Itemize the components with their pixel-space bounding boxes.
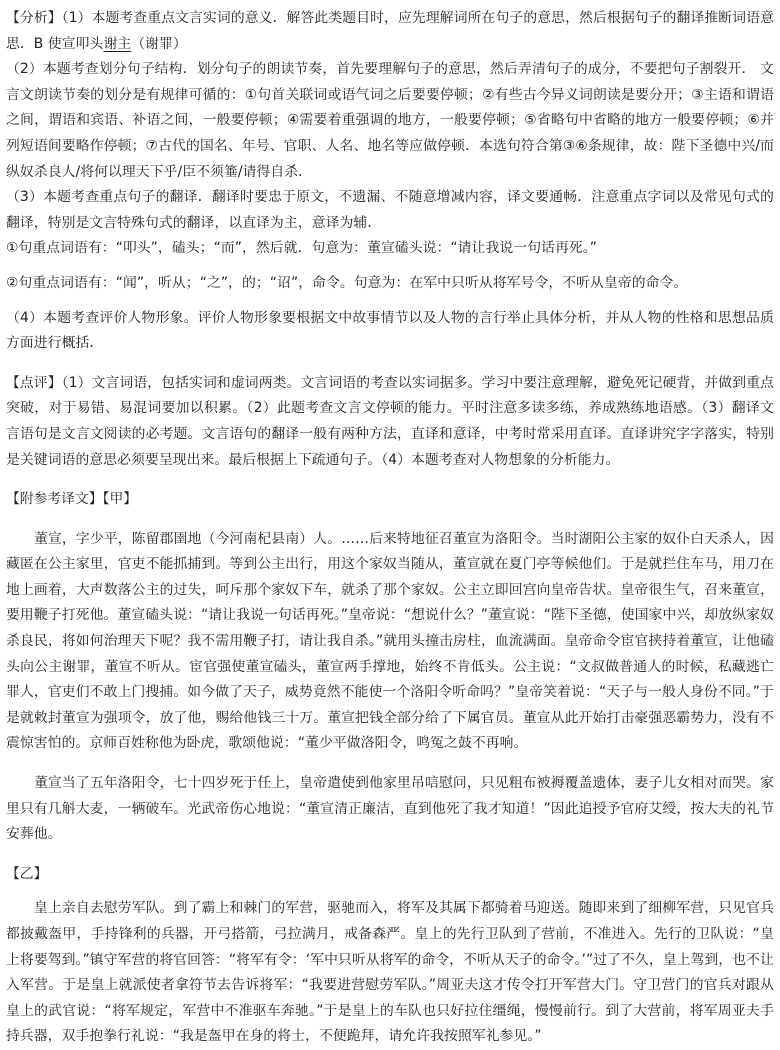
- analysis-paragraph-5: ②句重点词语有：“闻”，听从；“之”，的；“诏”，命令。句意为：在军中只听从将军号令，不听从皇帝的命令。: [6, 274, 688, 291]
- analysis-paragraph-4: ①句重点词语有：“叩头”，磕头；“而”，然后就．句意为：董宣磕头说：“请让我说一句话再死。”: [6, 240, 598, 257]
- translation-jia-paragraph-2: 董宣当了五年洛阳令，七十四岁死于任上，皇帝遣使到他家里吊唁慰问，只见粗布被褥覆盖遗体，妻子儿女相对而哭。家里只有几斛大麦，一辆破车。光武帝伤心地说：“董宣清正廉洁，直到他死了我才知道！”因此追授予官府艾绶，按大夫的礼节安葬他。: [6, 775, 774, 843]
- translation-yi-heading: 【乙】: [6, 865, 48, 882]
- translation-jia-paragraph-1: 董宣，字少平，陈留郡圉地（今河南杞县南）人。……后来特地征召董宣为洛阳令。当时湖阳公主家的奴仆白天杀人，因藏匿在公主家里，官吏不能抓捕到。等到公主出行，用这个家奴当随从，董宣就在夏门亭等候他们。于是就拦住车马，用刀在地上画着，大声数落公主的过失，呵斥那个家奴下车，就杀了那个家奴。公主立即回宫向皇帝告状。皇帝很生气，召来董宣，要用鞭子打死他。董宣磕头说：“请让我说一句话再死。”皇帝说：“想说什么？”董宣说：“陛下圣德，使国家中兴，却放纵家奴杀良民，将如何治理天下呢？我不需用鞭子打，请让我自杀。”就用头撞击房柱，血流满面。皇帝命令宦官挟持着董宣，让他磕头向公主谢罪，董宣不听从。宦官强使董宣磕头，董宣两手撑地，始终不肯低头。公主说：“文叔做普通人的时候，私藏逃亡罪人，官吏们不敢上门搜捕。如今做了天子，威势竟然不能使一个洛阳令听命吗？”皇帝笑着说：“天子与一般人身份不同。”于是就敕封董宣为强项令，放了他，赐给他钱三十万。董宣把钱全部分给了下属官员。董宣从此开始打击豪强恶霸势力，没有不震惊害怕的。京师百姓称他为卧虎，歌颂他说：“董少平做洛阳令，鸣冤之鼓不再响。: [6, 530, 774, 752]
- translation-heading: 【附参考译文】【甲】: [6, 491, 138, 508]
- analysis-text-1a: 【分析】（1）本题考查重点文言实词的意义．解答此类题目时，应先理解词所在句子的意思，然后根据句子的翻译推断词语意思．B 使宣叩头: [6, 10, 774, 52]
- analysis-paragraph-3: （3）本题考查重点句子的翻译．翻译时要忠于原文，不遗漏、不随意增减内容，译文要通畅．注意重点字词以及常见句式的翻译，特别是文言特殊句式的翻译，以直译为主，意译为辅．: [6, 189, 774, 231]
- comment-paragraph: 【点评】（1）文言词语，包括实词和虚词两类。文言词语的考查以实词据多。学习中要注意理解，避免死记硬背，并做到重点突破，对于易错、易混词要加以积累。（2）此题考查文言文停顿的能力。平时注意多读多练，养成熟练地语感。（3）翻译文言语句是文言文阅读的必考题。文言语句的翻译一般有两种方法，直译和意译，中考时常采用直译。直译讲究字字落实，特别是关键词语的意思必须要呈现出来。最后根据上下疏通句子。（4）本题考查对人物想象的分析能力。: [6, 374, 774, 468]
- translation-yi-paragraph-1: 皇上亲自去慰劳军队。到了霸上和棘门的军营，驱驰而入，将军及其属下都骑着马迎送。随即来到了细柳军营，只见官兵都披戴盔甲，手持锋利的兵器，开弓搭箭，弓拉满月，戒备森严。皇上的先行卫队到了营前，不准进入。先行的卫队说：“皇上将要驾到。”镇守军营的将官回答：“将军有令：‘军中只听从将军的命令，不听从天子的命令。’”过了不久，皇上驾到，也不让入军营。于是皇上就派使者拿符节去告诉将军：“我要进营慰劳军队。”周亚夫这才传令打开军营大门。守卫营门的官兵对跟从皇上的武官说：“将军规定，军营中不准驱车奔驰。”于是皇上的车队也只好拉住缰绳，慢慢前行。到了大营前，将军周亚夫手持兵器，双手抱拳行礼说：“我是盔甲在身的将士，不便跪拜，请允许我按照军礼参见。”: [6, 900, 774, 1045]
- analysis-paragraph-2: （2）本题考查划分句子结构．划分句子的朗读节奏，首先要理解句子的意思，然后弄清句子的成分，不要把句子割裂开． 文言文朗读节奏的划分是有规律可循的：①句首关联词或语气词之后要要停顿；②有些古今异义词朗读是要分开；③主语和谓语之间，谓语和宾语、补语之间，一般要停顿；④需要着重强调的地方，一般要停顿；⑤省略句中省略的地方一般要停顿；⑥并列短语间要略作停顿；⑦古代的国名、年号、官职、人名、地名等应做停顿．本选句符合第③⑥条规律，故：陛下圣德中兴/而纵奴杀良人/将何以理天下乎/臣不须箠/请得自杀．: [6, 61, 774, 180]
- analysis-text-1c: （谢罪）: [131, 35, 187, 52]
- underlined-term: 谢主: [103, 35, 132, 52]
- analysis-paragraph-6: （4）本题考查评价人物形象。评价人物形象要根据文中故事情节以及人物的言行举止具体分析，并从人物的性格和思想品质方面进行概括．: [6, 309, 774, 352]
- analysis-paragraph-1: [6, 6, 774, 57]
